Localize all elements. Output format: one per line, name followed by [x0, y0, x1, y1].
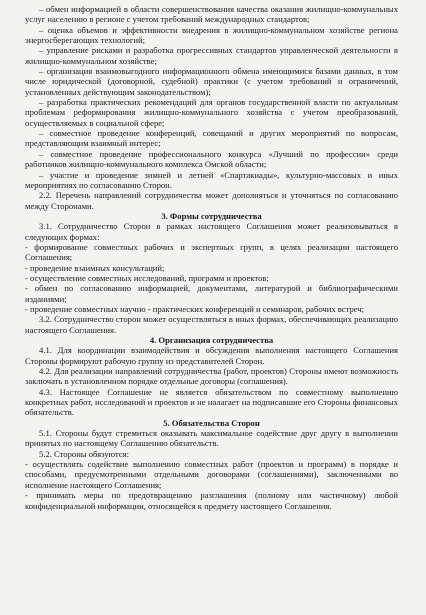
list-item-information: - обмен по согласованию информацией, документами, литературой и библиографическими изданиями; [25, 283, 398, 304]
paragraph-5-2: 5.2. Стороны обязуются: [39, 448, 129, 459]
paragraph-risk-management: – управление рисками и разработка прогрессивных стандартов управленческой деятельности в жилищно-коммунальном хозяйстве; [25, 45, 398, 66]
paragraph-3-2: 3.2. Сотрудничество сторон может осуществляться в иных формах, обеспечивающих реализацию настоящего Соглашения. [25, 314, 398, 335]
list-item-confidentiality: - принимать меры по предотвращению разглашения (полному или частичному) любой конфиденциальной информации, относящейся к предмету настоящего Соглашения. [25, 490, 398, 511]
paragraph-recommendations: – разработка практических рекомендаций для органов государственной власти по актуальным проблемам реформирования жилищно-коммунального хозяйства с учетом преобразований, осуществляемых в социальной сфере; [25, 97, 398, 128]
list-item-research: - осуществление совместных исследований, программ и проектов; [25, 272, 269, 283]
list-item-working-groups: - формирование совместных рабочих и экспертных групп, в целях реализации настоящего Соглашения; [25, 241, 398, 263]
list-item-seminars: - проведение совместных научно - практических конференций и семинаров, рабочих встреч; [25, 303, 365, 314]
list-item-joint-work: - осуществлять содействие выполнению совместных работ (проектов и программ) в порядке и способами, предусмотренными отдельными договорами (соглашениями), заключенными во исполнение настоящего Соглашения; [25, 459, 398, 490]
paragraph-2-2: 2.2. Перечень направлений сотрудничества может дополняться и уточняться по согласованию между Сторонами. [25, 190, 398, 211]
paragraph-3-1: 3.1. Сотрудничество Сторон в рамках настоящего Соглашения может реализовываться в следующих формах: [25, 221, 398, 242]
paragraph-info-exchange: – обмен информацией в области совершенствования качества оказания жилищно-коммунальных услуг населению в регионе с учетом требований международных стандартов; [25, 4, 398, 25]
paragraph-spartakiada: – участие и проведение зимней и летней «Спартакиады», культурно-массовых и иных мероприятиях по согласованию Сторон. [25, 169, 398, 190]
paragraph-database-exchange: – организация взаимовыгодного информационного обмена имеющимися базами данных, в том числе юридической (договорной, судебной) практики (с учетом требований и ограничений, установленных действующим законодательством); [25, 66, 398, 97]
paragraph-energy-saving: – оценка объемов и эффективности внедрения в жилищно-коммунальном хозяйстве региона энергосберегающих технологий; [25, 24, 398, 46]
paragraph-contest: – совместное проведение профессионального конкурса «Лучший по профессии» среди работников жилищно-коммунального комплекса Омской области; [25, 148, 398, 170]
list-item-consultations: - проведение взаимных консультаций; [25, 262, 165, 273]
section-heading-5: 5. Обязательства Сторон [163, 417, 260, 428]
paragraph-5-1: 5.1. Стороны будут стремиться оказывать максимальное содействие друг другу в выполнении принятых по настоящему Соглашению обязательств. [25, 428, 398, 449]
section-heading-3: 3. Формы сотрудничества [161, 210, 262, 221]
paragraph-4-1: 4.1. Для координации взаимодействия и обсуждения выполнения настоящего Соглашения Стороны формируют рабочую группу из представителей Сторон. [25, 345, 398, 366]
paragraph-4-3: 4.3. Настоящее Соглашение не является обязательством по совместному выполнению конкретных работ, исследований и проектов и не налагает на подписавшие его Стороны финансовых обязательств. [25, 386, 398, 418]
section-heading-4: 4. Организация сотрудничества [149, 335, 274, 345]
paragraph-conferences: – совместное проведение конференций, совещаний и других мероприятий по вопросам, представляющим взаимный интерес; [25, 128, 398, 149]
paragraph-4-2: 4.2. Для реализации направлений сотрудничества (работ, проектов) Стороны имеют возможность заключать в установленном порядке отдельные договоры (соглашения). [25, 366, 398, 387]
